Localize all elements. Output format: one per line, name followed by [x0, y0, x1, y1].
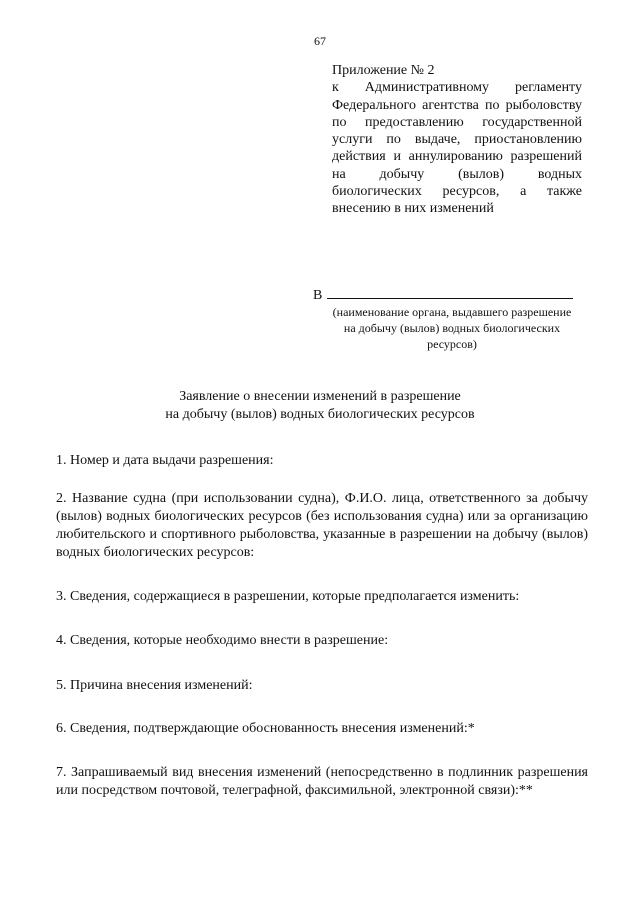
addressee-prefix: В — [313, 288, 323, 303]
appendix-header — [332, 62, 582, 218]
form-item: 1. Номер и дата выдачи разрешения: — [56, 453, 274, 468]
addressee-caption — [312, 304, 592, 352]
document-title-line: на добычу (вылов) водных биологических ресурсов — [165, 407, 475, 422]
form-item: 5. Причина внесения изменений: — [56, 678, 253, 693]
addressee-fill-line — [327, 286, 573, 299]
appendix-title: Приложение № 2 — [332, 63, 435, 78]
form-item: 6. Сведения, подтверждающие обоснованность внесения изменений:* — [56, 721, 475, 736]
addressee-caption-line: на добычу (вылов) водных биологических — [343, 321, 561, 335]
addressee-caption-line: (наименование органа, выдавшего разрешение — [332, 305, 572, 319]
page-number: 67 — [314, 34, 326, 48]
document-title — [60, 388, 580, 424]
appendix-reference: к Административному регламенту Федерального агентства по рыболовству по предоставлению государственной услуги по выдаче, приостановлению действия и аннулированию разрешений на добычу (вылов) водных биологических ресурсов, а также — [332, 80, 582, 200]
addressee-caption-line: ресурсов) — [427, 337, 477, 351]
form-item: 7. Запрашиваемый вид внесения изменений (непосредственно в подлинник разрешения или посредством почтовой, телеграфной, факсимильной, электронной связи):** — [56, 765, 588, 798]
document-title-line: Заявление о внесении изменений в разрешение — [179, 389, 461, 404]
appendix-reference-end: внесению в них изменений — [332, 201, 494, 217]
form-item: 2. Название судна (при использовании судна), Ф.И.О. лица, ответственного за добычу (вылов) водных биологических ресурсов (без использования судна) или за организацию любительского и спортивного рыболовства, указанные в разрешении на добычу (вылов) водных биологических ресурсов: — [56, 491, 588, 560]
form-item: 3. Сведения, содержащиеся в разрешении, которые предполагается изменить: — [56, 589, 520, 604]
form-item: 4. Сведения, которые необходимо внести в разрешение: — [56, 633, 389, 648]
addressee-line — [313, 286, 583, 304]
